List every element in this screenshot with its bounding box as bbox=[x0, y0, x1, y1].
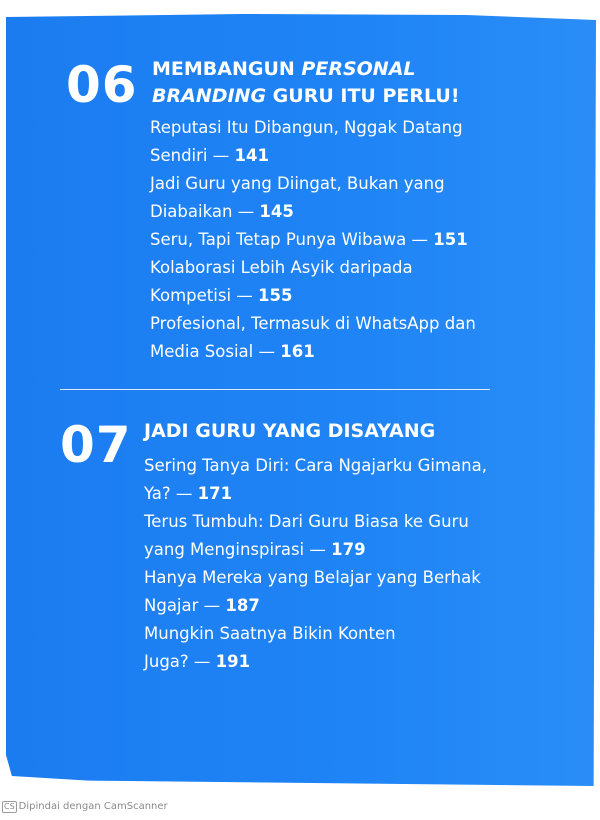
page-number: 141 bbox=[234, 146, 269, 165]
entry-title-line: yang Menginspirasi — 179 bbox=[144, 540, 366, 559]
page-number: 151 bbox=[433, 230, 468, 249]
entry-title-line: Sering Tanya Diri: Cara Ngajarku Gimana, bbox=[144, 456, 487, 475]
toc-entry bbox=[150, 114, 476, 170]
page-number: 155 bbox=[258, 286, 293, 305]
heading-text: MEMBANGUN bbox=[152, 58, 302, 80]
page-number: 187 bbox=[225, 596, 260, 615]
section-divider bbox=[60, 389, 490, 390]
page-number: 179 bbox=[331, 540, 366, 559]
toc-entry bbox=[150, 226, 476, 254]
heading-text: GURU ITU PERLU! bbox=[266, 85, 460, 107]
page-number: 171 bbox=[197, 484, 233, 503]
entry-title-line: Reputasi Itu Dibangun, Nggak Datang bbox=[150, 118, 463, 137]
toc-entry bbox=[150, 170, 476, 226]
toc-entries bbox=[150, 114, 476, 366]
entry-title-line: Ya? — 171 bbox=[144, 484, 233, 503]
toc-entry bbox=[144, 508, 487, 564]
heading-italic-text: BRANDING bbox=[152, 85, 267, 107]
heading-line-1 bbox=[152, 56, 460, 83]
chapter-number: 07 bbox=[60, 416, 132, 474]
heading-line-2 bbox=[152, 83, 460, 110]
chapter-number: 06 bbox=[66, 56, 138, 114]
page-number: 161 bbox=[280, 342, 315, 361]
entry-title-line: Profesional, Termasuk di WhatsApp dan bbox=[150, 314, 476, 333]
entry-title-line: Sendiri — 141 bbox=[150, 146, 269, 165]
toc-entry bbox=[144, 452, 487, 508]
entry-title-line: Juga? — 191 bbox=[144, 652, 251, 671]
chapter-heading bbox=[144, 418, 435, 445]
toc-entry bbox=[150, 254, 476, 310]
entry-title-line: Terus Tumbuh: Dari Guru Biasa ke Guru bbox=[144, 512, 469, 531]
watermark-text: Dipindai dengan CamScanner bbox=[18, 801, 168, 812]
heading-italic-text: PERSONAL bbox=[301, 58, 416, 80]
scanner-watermark bbox=[2, 801, 168, 813]
toc-entries bbox=[144, 452, 487, 676]
chapter-heading bbox=[152, 56, 460, 110]
entry-title-line: Kompetisi — 155 bbox=[150, 286, 293, 305]
entry-title-line: Seru, Tapi Tetap Punya Wibawa — 151 bbox=[150, 230, 468, 249]
toc-entry bbox=[144, 564, 487, 620]
camscanner-badge: CS bbox=[4, 802, 15, 811]
entry-title-line: Kolaborasi Lebih Asyik daripada bbox=[150, 258, 413, 277]
toc-entry bbox=[150, 310, 476, 366]
entry-title-line: Mungkin Saatnya Bikin Konten bbox=[144, 624, 396, 643]
heading-line-1: JADI GURU YANG DISAYANG bbox=[144, 420, 436, 442]
page-number: 191 bbox=[215, 652, 251, 671]
page-number: 145 bbox=[259, 202, 294, 221]
entry-title-line: Ngajar — 187 bbox=[144, 596, 260, 615]
toc-entry bbox=[144, 620, 487, 676]
entry-title-line: Media Sosial — 161 bbox=[150, 342, 315, 361]
entry-title-line: Diabaikan — 145 bbox=[150, 202, 294, 221]
entry-title-line: Jadi Guru yang Diingat, Bukan yang bbox=[150, 174, 445, 193]
entry-title-line: Hanya Mereka yang Belajar yang Berhak bbox=[144, 568, 481, 587]
